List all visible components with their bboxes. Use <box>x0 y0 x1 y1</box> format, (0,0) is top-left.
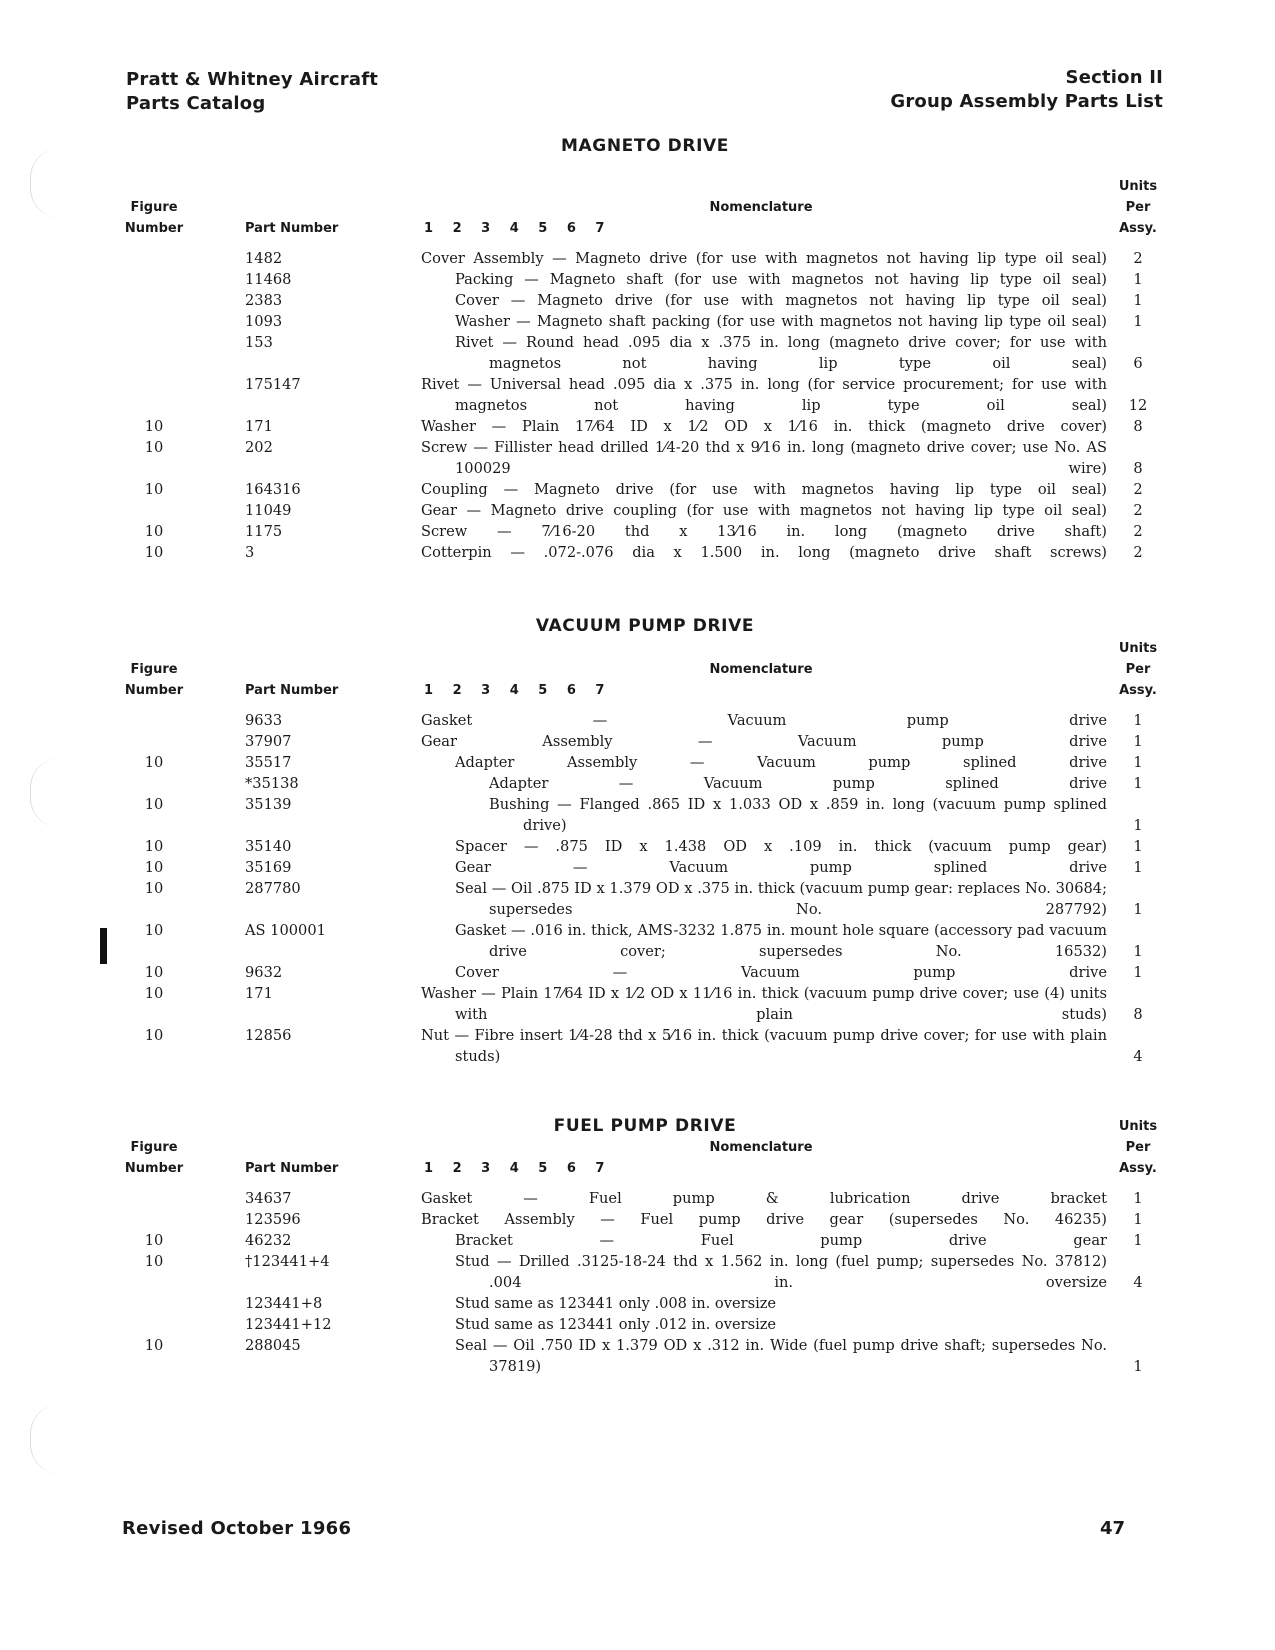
parts-table <box>0 1188 1275 1377</box>
figure-number: 10 <box>144 523 164 540</box>
part-number-header: Part Number <box>245 221 339 236</box>
nomenclature-text: Gear — Magneto drive coupling (for use with magnetos not having lip type oil seal) <box>421 502 1107 519</box>
nomenclature <box>421 752 1107 773</box>
table-row <box>0 836 1275 857</box>
nomenclature-text: Washer — Plain 17⁄64 ID x 1⁄2 OD x 1⁄16 in. thick (magneto drive cover) <box>421 418 1107 435</box>
table-row <box>0 731 1275 752</box>
table-row <box>0 332 1275 374</box>
table-row <box>0 248 1275 269</box>
nomenclature <box>421 710 1107 731</box>
table-row <box>0 1209 1275 1230</box>
nomenclature-text: Coupling — Magneto drive (for use with magnetos having lip type oil seal) <box>421 481 1107 498</box>
part-number: 37907 <box>245 733 292 750</box>
section-title: FUEL PUMP DRIVE <box>553 1116 737 1136</box>
part-number: 12856 <box>245 1027 292 1044</box>
part-number: 46232 <box>245 1232 292 1249</box>
units-per-assembly: 8 <box>1133 1006 1143 1023</box>
nomenclature-text: Rivet — Universal head .095 dia x .375 in. long (for service procurement; for use with magnetos not having lip type oil seal) <box>421 376 1107 414</box>
publisher-name: Pratt & Whitney Aircraft <box>126 69 379 90</box>
part-number: 35139 <box>245 796 292 813</box>
units-per-assembly: 1 <box>1133 775 1143 792</box>
figure-number: 10 <box>144 796 164 813</box>
table-row <box>0 878 1275 920</box>
nomenclature-text: Stud same as 123441 only .008 in. oversize <box>455 1295 777 1312</box>
part-number: 202 <box>245 439 273 456</box>
part-number: 3 <box>245 544 255 561</box>
nomenclature <box>421 1209 1107 1230</box>
indent-levels-header: 1 2 3 4 5 6 7 <box>424 1161 605 1176</box>
nomenclature-text: Nut — Fibre insert 1⁄4-28 thd x 5⁄16 in. thick (vacuum pump drive cover; for use with plain studs) <box>421 1027 1107 1065</box>
units-header-line1: Units <box>1118 179 1158 194</box>
table-row <box>0 857 1275 878</box>
nomenclature-text: Bracket — Fuel pump drive gear <box>455 1232 1107 1249</box>
indent-levels-header: 1 2 3 4 5 6 7 <box>424 221 605 236</box>
binder-hole-mark <box>30 1404 61 1474</box>
part-number: 164316 <box>245 481 301 498</box>
part-number: 288045 <box>245 1337 301 1354</box>
units-per-assembly: 1 <box>1133 817 1143 834</box>
figure-number: 10 <box>144 964 164 981</box>
units-per-assembly: 1 <box>1133 271 1143 288</box>
nomenclature <box>421 269 1107 290</box>
header-left <box>126 68 378 116</box>
units-per-assembly: 1 <box>1133 838 1143 855</box>
nomenclature-text: Bracket Assembly — Fuel pump drive gear (supersedes No. 46235) <box>421 1211 1107 1228</box>
nomenclature-text: Gasket — Fuel pump & lubrication drive bracket <box>421 1190 1107 1207</box>
nomenclature <box>421 500 1107 521</box>
part-number-header: Part Number <box>245 1161 339 1176</box>
part-number: 9632 <box>245 964 283 981</box>
figure-number: 10 <box>144 922 164 939</box>
table-row <box>0 1314 1275 1335</box>
nomenclature-header: Nomenclature <box>709 1140 813 1155</box>
figure-header-line1: Figure <box>130 662 178 677</box>
nomenclature-text: Screw — Fillister head drilled 1⁄4-20 thd x 9⁄16 in. long (magneto drive cover; use No. AS 100029 wire) <box>421 439 1107 477</box>
units-per-assembly: 8 <box>1133 418 1143 435</box>
nomenclature <box>421 332 1107 374</box>
nomenclature-text: Screw — 7⁄16-20 thd x 13⁄16 in. long (magneto drive shaft) <box>421 523 1107 540</box>
units-per-assembly: 1 <box>1133 901 1143 918</box>
part-number: 1482 <box>245 250 283 267</box>
part-number: 171 <box>245 418 273 435</box>
figure-header-line1: Figure <box>130 200 178 215</box>
nomenclature <box>421 1314 1107 1335</box>
catalog-name: Parts Catalog <box>126 93 266 114</box>
nomenclature <box>421 1293 1107 1314</box>
part-number: 287780 <box>245 880 301 897</box>
units-per-assembly: 12 <box>1128 397 1148 414</box>
nomenclature-text: Gasket — .016 in. thick, AMS-3232 1.875 in. mount hole square (accessory pad vacuum drive cover; supersedes No. 16532) <box>455 922 1107 960</box>
table-row <box>0 479 1275 500</box>
nomenclature <box>421 1230 1107 1251</box>
table-row <box>0 290 1275 311</box>
units-per-assembly: 8 <box>1133 460 1143 477</box>
figure-number: 10 <box>144 544 164 561</box>
nomenclature <box>421 542 1107 563</box>
units-per-assembly: 1 <box>1133 1211 1143 1228</box>
units-per-assembly: 1 <box>1133 733 1143 750</box>
units-per-assembly: 1 <box>1133 754 1143 771</box>
table-row <box>0 542 1275 563</box>
units-per-assembly: 2 <box>1133 523 1143 540</box>
table-row <box>0 311 1275 332</box>
part-number: 34637 <box>245 1190 292 1207</box>
nomenclature-text: Washer — Plain 17⁄64 ID x 1⁄2 OD x 11⁄16 in. thick (vacuum pump drive cover; use (4) units with plain studs) <box>421 985 1107 1023</box>
table-row <box>0 416 1275 437</box>
section-number: Section II <box>1065 67 1163 88</box>
table-row <box>0 1025 1275 1067</box>
units-header-line1: Units <box>1118 641 1158 656</box>
part-number: AS 100001 <box>245 922 326 939</box>
part-number: *35138 <box>245 775 299 792</box>
table-row <box>0 983 1275 1025</box>
nomenclature-text: Adapter Assembly — Vacuum pump splined drive <box>455 754 1107 771</box>
nomenclature-text: Stud same as 123441 only .012 in. oversize <box>455 1316 777 1333</box>
units-header-line2: Per <box>1125 200 1151 215</box>
nomenclature <box>421 1251 1107 1293</box>
units-per-assembly: 2 <box>1133 481 1143 498</box>
nomenclature <box>421 857 1107 878</box>
part-number: 175147 <box>245 376 301 393</box>
nomenclature-text: Cover — Magneto drive (for use with magnetos not having lip type oil seal) <box>455 292 1107 309</box>
nomenclature <box>421 1335 1107 1377</box>
units-header-line1: Units <box>1118 1119 1158 1134</box>
parts-table <box>0 248 1275 563</box>
part-number: 35169 <box>245 859 292 876</box>
table-row <box>0 773 1275 794</box>
figure-header-line1: Figure <box>130 1140 178 1155</box>
nomenclature-text: Bushing — Flanged .865 ID x 1.033 OD x .859 in. long (vacuum pump splined drive) <box>489 796 1107 834</box>
figure-number: 10 <box>144 985 164 1002</box>
units-per-assembly: 1 <box>1133 313 1143 330</box>
units-header-line3: Assy. <box>1119 221 1157 236</box>
table-row <box>0 962 1275 983</box>
nomenclature <box>421 962 1107 983</box>
section-name: Group Assembly Parts List <box>890 91 1163 112</box>
nomenclature-text: Cover — Vacuum pump drive <box>455 964 1107 981</box>
part-number: 35517 <box>245 754 292 771</box>
part-number: 11049 <box>245 502 292 519</box>
figure-number: 10 <box>144 880 164 897</box>
part-number: 153 <box>245 334 273 351</box>
table-row <box>0 752 1275 773</box>
table-row <box>0 1230 1275 1251</box>
nomenclature-text: Gear — Vacuum pump splined drive <box>455 859 1107 876</box>
units-header-line3: Assy. <box>1119 1161 1157 1176</box>
nomenclature-text: Cover Assembly — Magneto drive (for use with magnetos not having lip type oil seal) <box>421 250 1107 267</box>
part-number: 1175 <box>245 523 283 540</box>
figure-header-line2: Number <box>124 221 184 236</box>
units-per-assembly: 2 <box>1133 544 1143 561</box>
nomenclature-text: Gasket — Vacuum pump drive <box>421 712 1107 729</box>
nomenclature <box>421 1188 1107 1209</box>
table-row <box>0 521 1275 542</box>
part-number: †123441+4 <box>245 1253 330 1270</box>
units-per-assembly: 1 <box>1133 1358 1143 1375</box>
nomenclature <box>421 983 1107 1025</box>
figure-number: 10 <box>144 481 164 498</box>
units-header-line2: Per <box>1125 662 1151 677</box>
table-row <box>0 1293 1275 1314</box>
units-per-assembly: 1 <box>1133 712 1143 729</box>
figure-number: 10 <box>144 1232 164 1249</box>
part-number: 123596 <box>245 1211 301 1228</box>
figure-number: 10 <box>144 1253 164 1270</box>
part-number: 171 <box>245 985 273 1002</box>
table-row <box>0 437 1275 479</box>
nomenclature <box>421 416 1107 437</box>
nomenclature <box>421 248 1107 269</box>
nomenclature-text: Stud — Drilled .3125-18-24 thd x 1.562 in. long (fuel pump; supersedes No. 37812) .004 in. oversize <box>455 1253 1107 1291</box>
units-per-assembly: 4 <box>1133 1274 1143 1291</box>
part-number: 11468 <box>245 271 292 288</box>
part-number: 123441+12 <box>245 1316 332 1333</box>
table-row <box>0 1251 1275 1293</box>
table-row <box>0 1335 1275 1377</box>
section-title: MAGNETO DRIVE <box>561 136 729 156</box>
nomenclature-text: Seal — Oil .750 ID x 1.379 OD x .312 in. Wide (fuel pump drive shaft; supersedes No. 37819) <box>455 1337 1107 1375</box>
figure-header-line2: Number <box>124 683 184 698</box>
units-per-assembly: 1 <box>1133 292 1143 309</box>
nomenclature <box>421 374 1107 416</box>
page-number: 47 <box>1100 1518 1126 1539</box>
nomenclature <box>421 731 1107 752</box>
units-header-line2: Per <box>1125 1140 1151 1155</box>
table-row <box>0 269 1275 290</box>
part-number: 9633 <box>245 712 283 729</box>
nomenclature <box>421 773 1107 794</box>
part-number: 2383 <box>245 292 283 309</box>
figure-number: 10 <box>144 1337 164 1354</box>
nomenclature-text: Spacer — .875 ID x 1.438 OD x .109 in. thick (vacuum pump gear) <box>455 838 1107 855</box>
nomenclature <box>421 479 1107 500</box>
parts-table <box>0 710 1275 1067</box>
nomenclature <box>421 290 1107 311</box>
nomenclature-text: Adapter — Vacuum pump splined drive <box>489 775 1107 792</box>
figure-number: 10 <box>144 418 164 435</box>
table-row <box>0 794 1275 836</box>
figure-number: 10 <box>144 439 164 456</box>
nomenclature-text: Washer — Magneto shaft packing (for use with magnetos not having lip type oil seal) <box>455 313 1107 330</box>
nomenclature <box>421 878 1107 920</box>
figure-number: 10 <box>144 754 164 771</box>
table-row <box>0 710 1275 731</box>
units-per-assembly: 6 <box>1133 355 1143 372</box>
units-per-assembly: 1 <box>1133 964 1143 981</box>
units-per-assembly: 2 <box>1133 250 1143 267</box>
nomenclature-text: Rivet — Round head .095 dia x .375 in. long (magneto drive cover; for use with magnetos not having lip type oil seal) <box>455 334 1107 372</box>
header-right <box>890 66 1163 114</box>
figure-number: 10 <box>144 838 164 855</box>
part-number: 123441+8 <box>245 1295 323 1312</box>
nomenclature-text: Cotterpin — .072-.076 dia x 1.500 in. long (magneto drive shaft screws) <box>421 544 1107 561</box>
nomenclature <box>421 437 1107 479</box>
figure-number: 10 <box>144 1027 164 1044</box>
part-number-header: Part Number <box>245 683 339 698</box>
units-per-assembly: 1 <box>1133 1232 1143 1249</box>
table-row <box>0 920 1275 962</box>
units-per-assembly: 1 <box>1133 859 1143 876</box>
units-per-assembly: 1 <box>1133 1190 1143 1207</box>
table-row <box>0 1188 1275 1209</box>
units-per-assembly: 4 <box>1133 1048 1143 1065</box>
nomenclature <box>421 836 1107 857</box>
table-row <box>0 500 1275 521</box>
nomenclature <box>421 794 1107 836</box>
part-number: 35140 <box>245 838 292 855</box>
units-per-assembly: 2 <box>1133 502 1143 519</box>
binder-hole-mark <box>30 148 61 218</box>
nomenclature <box>421 1025 1107 1067</box>
nomenclature <box>421 311 1107 332</box>
section-title: VACUUM PUMP DRIVE <box>535 616 755 636</box>
nomenclature-text: Gear Assembly — Vacuum pump drive <box>421 733 1107 750</box>
nomenclature-text: Packing — Magneto shaft (for use with magnetos not having lip type oil seal) <box>455 271 1107 288</box>
nomenclature-header: Nomenclature <box>709 662 813 677</box>
nomenclature <box>421 920 1107 962</box>
units-per-assembly: 1 <box>1133 943 1143 960</box>
nomenclature-text: Seal — Oil .875 ID x 1.379 OD x .375 in. thick (vacuum pump gear: replaces No. 30684; supersedes No. 287792) <box>455 880 1107 918</box>
units-header-line3: Assy. <box>1119 683 1157 698</box>
nomenclature <box>421 521 1107 542</box>
table-row <box>0 374 1275 416</box>
figure-number: 10 <box>144 859 164 876</box>
figure-header-line2: Number <box>124 1161 184 1176</box>
nomenclature-header: Nomenclature <box>709 200 813 215</box>
revision-date: Revised October 1966 <box>122 1518 352 1539</box>
indent-levels-header: 1 2 3 4 5 6 7 <box>424 683 605 698</box>
part-number: 1093 <box>245 313 283 330</box>
